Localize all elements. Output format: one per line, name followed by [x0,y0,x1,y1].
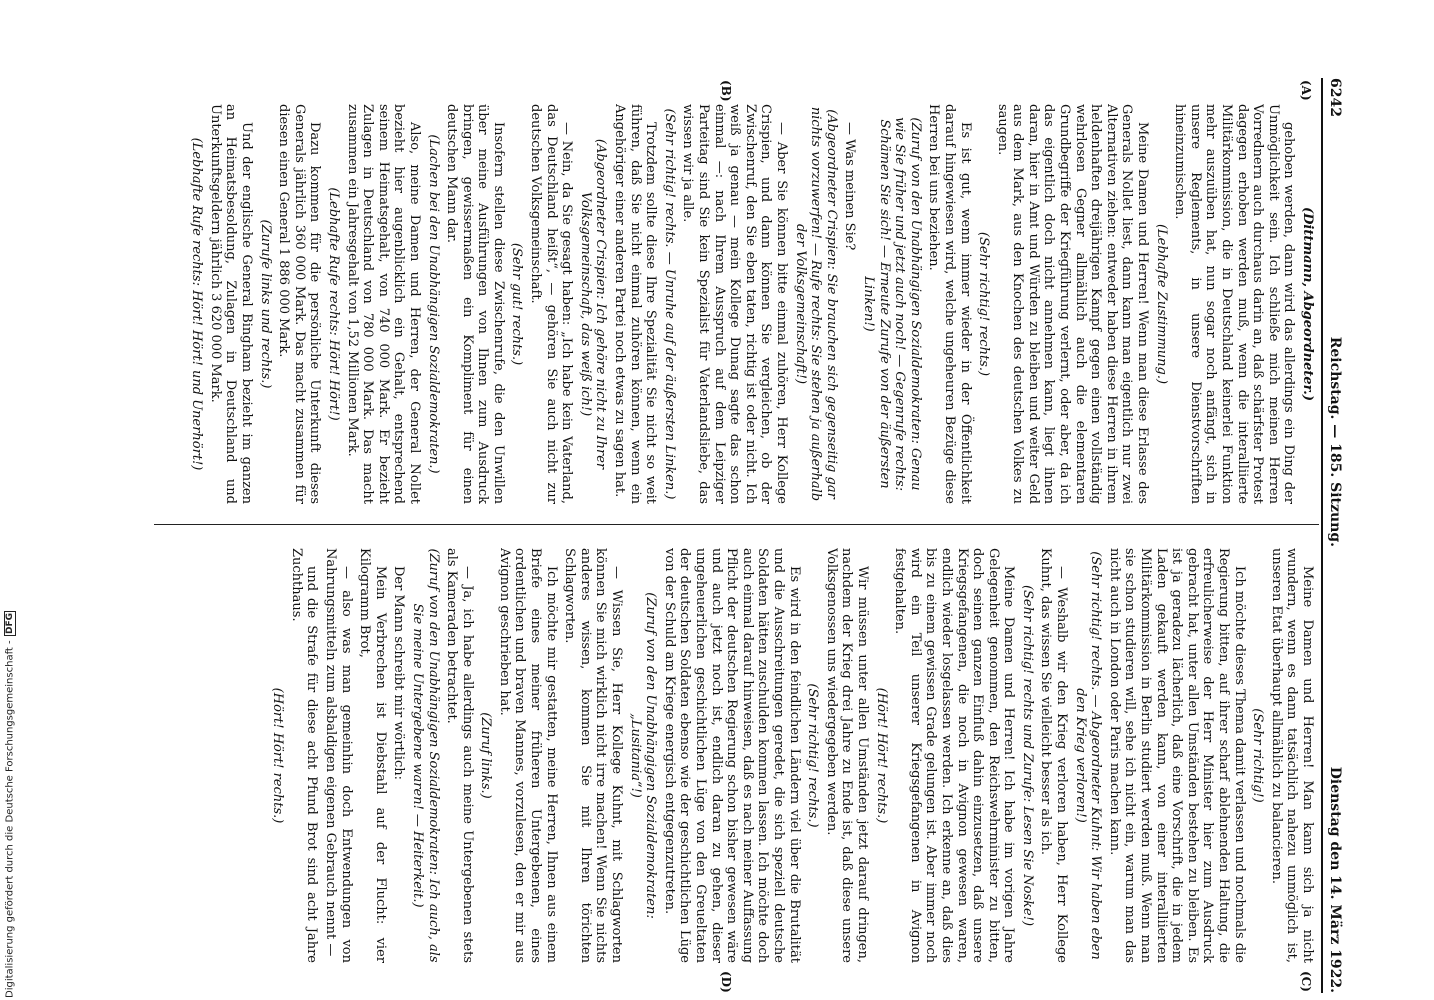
speech-paragraph: Ich möchte dieses Thema damit verlassen und nochmals die Regierung bitten, auf ihrer scharf ablehnenden Haltung, die erfreulicherweise der Herr Minister hier zum Ausdruck gebracht hat, unter allen Umständen bestehen zu bleiben. Es ist ja geradezu lächerlich, daß eine Vorschrift, die in jedem Laden gekauft werden kann, von einer interalliierten Militärkommission in Berlin studiert werden muß. Wenn man sie schon studieren will, sehe ich nicht ein, warum man das nicht auch in London oder Paris machen kann. [1106,548,1247,963]
interjection: (Lachen bei den Unabhängigen Sozialdemokraten.) [425,134,441,474]
page-number: 6242 [1326,78,1343,117]
assembly-session: Reichstag. — 185. Sitzung. [1326,336,1343,547]
interjection: (Zuruf von den Unabhängigen Sozialdemokraten: Genau wie Sie früher und jetzt auch noch! — Gegenrufe rechts: Schämen Sie sich! — Erneute Zurufe von der äußersten Linken!) [860,117,923,491]
interjection: (Abgeordneter Crispien: Sie brauchen sich gegenseitig gar nichts vorzuwerfen! — Rufe rechts: Sie stehen ja außerhalb der Volksgemeinschaft!) [792,106,839,502]
interjection: (Lebhafte Zustimmung.) [1153,223,1169,385]
digitization-credit [3,600,17,998]
margin-marker-d: (D) [719,971,733,993]
speech-paragraph: Meine Damen und Herren! Man kann sich ja nicht wundern, wenn es dann tatsächlich nahezu unmöglich ist, unseren Etat überhaupt allmählich zu balancieren. [1268,548,1315,963]
speech-paragraph: — Aber Sie können bitte einmal zuhören, Herr Kollege Crispien, und dann können Sie vergleichen, ob der Zwischenruf, den Sie eben taten, richtig ist oder nicht. Ich weiß ja genau — mein Kollege Dunag sagte das schon einmal —: nach Ihrem Ausspruch auf dem Leipziger Parteitag sind Sie kein Spezialist für Vaterlandsliebe, das wissen wir ja alle. [680,104,789,504]
interjection: (Sehr richtig! rechts. — Abgeordneter Kuhnt: Wir haben eben den Krieg verloren!) [1072,551,1104,960]
speech-paragraph: Und der englische General Bingham bezieht im ganzen an Heimatsbesoldung, Zulagen in Deutschland und Unterkunftsgeldern jährlich 3 620 000 Mark. [207,104,254,504]
session-date: Dienstag den 14. März 1922. [1326,766,1343,993]
speech-paragraph: Trotzdem sollte diese Ihre Spezialität Sie nicht so weit führen, daß Sie nicht einmal zuhören können, wenn ein Angehöriger einer anderen Partei noch etwas zu sagen hat. [612,104,659,504]
interjection: (Zurufe links und rechts.) [257,219,273,389]
margin-marker-c: (C) [1299,971,1313,992]
speaker-heading: (Dittmann, Abgeordneter.) [1300,207,1315,401]
margin-marker-a: (A) [1299,80,1313,101]
speech-paragraph: — Was meinen Sie? [842,122,858,251]
interjection: (Sehr richtig! rechts und Zurufe: Lesen Sie Noske!) [1019,584,1035,927]
interjection: (Hört! Hört! rechts.) [873,687,889,824]
speech-paragraph: Meine Damen und Herren! Wenn man diese Erlasse des Generals Nollet liest, dann kann man eigentlich nur zwei Alternativen ziehen: entweder haben diese Herren in ihrem heldenhaften dreijährigen Kampf gegen einen vollständig wehrlosen Gegner allmählich auch die elementaren Grundbegriffe der Kriegführung verlernt, oder aber, da ich das eigentlich doch nicht annehmen kann, liegt ihnen daran, hier in Amt und Würden zu bleiben und weiter Geld aus dem Mark, aus den Knochen des deutschen Volkes zu saugen. [994,104,1151,504]
speech-paragraph: gehoben werden, dann wird das allerdings ein Ding der Unmöglichkeit sein. Ich schließe mich meinen Herren Vorrednern auch durchaus darin an, daß schärfster Protest dagegen erhoben werden muß, wenn die interalliierte Militärkommission, die in Deutschland keinerlei Funktion mehr auszuüben hat, nun sogar noch anfängt, sich in unsere Reglements, in unsere Dienstvorschriften hineinzumischen. [1172,104,1297,504]
left-column [155,104,1315,504]
speech-paragraph: Wir müssen unter allen Umständen jetzt darauf dringen, nachdem der Krieg drei Jahre zu Ende ist, daß diese unsere Volksgenossen uns wiedergegeben werden. [823,548,870,963]
speech-paragraph: — Weshalb wir den Krieg verloren haben, Herr Kollege Kuhnt, das wissen Sie vielleicht besser als ich. [1038,548,1070,963]
right-column [155,548,1315,963]
credit-text: Digitalisierung gefördert durch die Deutsche Forschungsgemeinschaft - [4,640,16,998]
speech-paragraph: — Nein, da Sie gesagt haben: „Ich habe kein Vaterland, das Deutschland heißt“, — gehören Sie auch nicht zur deutschen Volksgemeinschaft. [528,104,575,504]
speech-paragraph: und die Strafe für diese acht Pfund Brot sind acht Jahre Zuchthaus. [288,548,320,963]
interjection: (Lebhafte Rufe rechts: Hört! Hört! und Unerhört!) [189,137,205,471]
interjection: (Sehr richtig! rechts.) [976,231,992,377]
speech-paragraph: Es ist gut, wenn immer wieder in der Öffentlichkeit darauf hingewiesen wird, welche ungeheuren Bezüge diese Herren bei uns beziehen. [926,104,973,504]
speech-paragraph: Ich möchte mir gestatten, meine Herren, Ihnen aus einem Briefe eines meiner früheren Untergebenen, eines ordentlichen und braven Mannes, vorzulesen, den er mir aus Avignon geschrieben hat. [496,548,559,963]
running-head [1321,78,1345,993]
speech-paragraph: Dazu kommen für die persönliche Unterkunft dieses Generals jährlich 360 000 Mark. Das macht zusammen für diesen einen General 1 886 000 Mark. [276,104,323,504]
speech-paragraph: Meine Damen und Herren! Ich habe im vorigen Jahre Gelegenheit genommen, den Reichswehrminister zu bitten, doch seinen ganzen Einfluß dahin einzusetzen, daß unsere Kriegsgefangenen, die noch in Avignon gewesen waren, endlich wieder losgelassen werden. Ich erkenne an, daß dies bis zu einem gewissen Grade gelungen ist. Aber immer noch wird ein Teil unserer Kriegsgefangenen in Avignon festgehalten. [892,548,1017,963]
speech-paragraph: Es wird in den feindlichen Ländern viel über die Brutalität und die Ausschreitungen geredet, die sich speziell deutsche Soldaten hätten zuschulden kommen lassen. Ich möchte doch auch einmal darauf hinweisen, daß es nach meiner Auffassung Pflicht der deutschen Regierung schon bisher gewesen wäre und auch jetzt noch ist, endlich daran zu gehen, dieser ungeheuerlichen geschichtlichen Lüge von den Greueltaten der deutschen Soldaten ebenso wie der geschichtlichen Lüge von der Schuld am Kriege energisch entgegenzutreten. [661,548,802,963]
interjection: (Abgeordneter Crispien: Ich gehöre nicht zu Ihrer Volksgemeinschaft, das weiß ich!) [577,138,609,470]
interjection: (Sehr richtig! rechts. — Unruhe auf der äußersten Linken.) [661,108,677,500]
speech-paragraph: Mein Verbrechen ist Diebstahl auf der Flucht: vier Kilogramm Brot, [357,548,388,963]
speech-paragraph: — Wissen Sie, Herr Kollege Kuhnt, mit Schlagworten können Sie mich wirklich nicht irre machen! Wenn Sie nichts anderes wissen, kommen Sie mit Ihren törichten Schlagworten. [562,548,625,963]
column-divider [154,524,1319,525]
interjection: (Zuruf von den Unabhängigen Sozialdemokraten: „Lusitania“!) [627,592,659,919]
margin-marker-b: (B) [719,80,733,102]
interjection: (Sehr gut! rechts.) [509,242,525,366]
interjection: (Sehr richtig! rechts.) [805,683,821,828]
interjection: (Zuruf links.) [478,712,494,799]
speech-paragraph: Insofern stellen diese Zwischenrufe, die den Unwillen über meine Ausführungen von Ihnen zum Ausdruck bringen, gewissermaßen ein Kompliment für einen deutschen Mann dar. [444,104,506,504]
interjection: (Lebhafte Rufe rechts: Hört! Hört!) [325,187,341,421]
scanned-page [150,78,1345,993]
speech-paragraph: Der Mann schreibt mir wörtlich: [391,566,407,781]
speech-paragraph: Also, meine Damen und Herren, der General Nollet bezieht hier augenblicklich ein Gehalt, entsprechend seinem Heimatsgehalt, von 740 000 Mark. Er bezieht Zulagen in Deutschland von 780 000 Mark. Das macht zusammen ein Jahresgehalt von 1,52 Millionen Mark. [344,104,422,504]
interjection: (Zuruf von den Unabhängigen Sozialdemokraten: Ich auch, als Sie meine Untergebene waren! — Heiterkeit.) [409,548,441,963]
speech-paragraph: — also was man gemeinhin doch Entwendungen von Nahrungsmitteln zum alsbaldigen eigenen Gebrauch nennt — [322,548,354,963]
interjection: (Sehr richtig!) [1250,708,1266,803]
speech-paragraph: — Ja, ich habe allerdings auch meine Untergebenen stets als Kameraden betrachtet. [444,548,475,963]
interjection: (Hört! Hört! rechts.) [270,687,286,824]
dfg-logo: DFG [5,613,15,635]
